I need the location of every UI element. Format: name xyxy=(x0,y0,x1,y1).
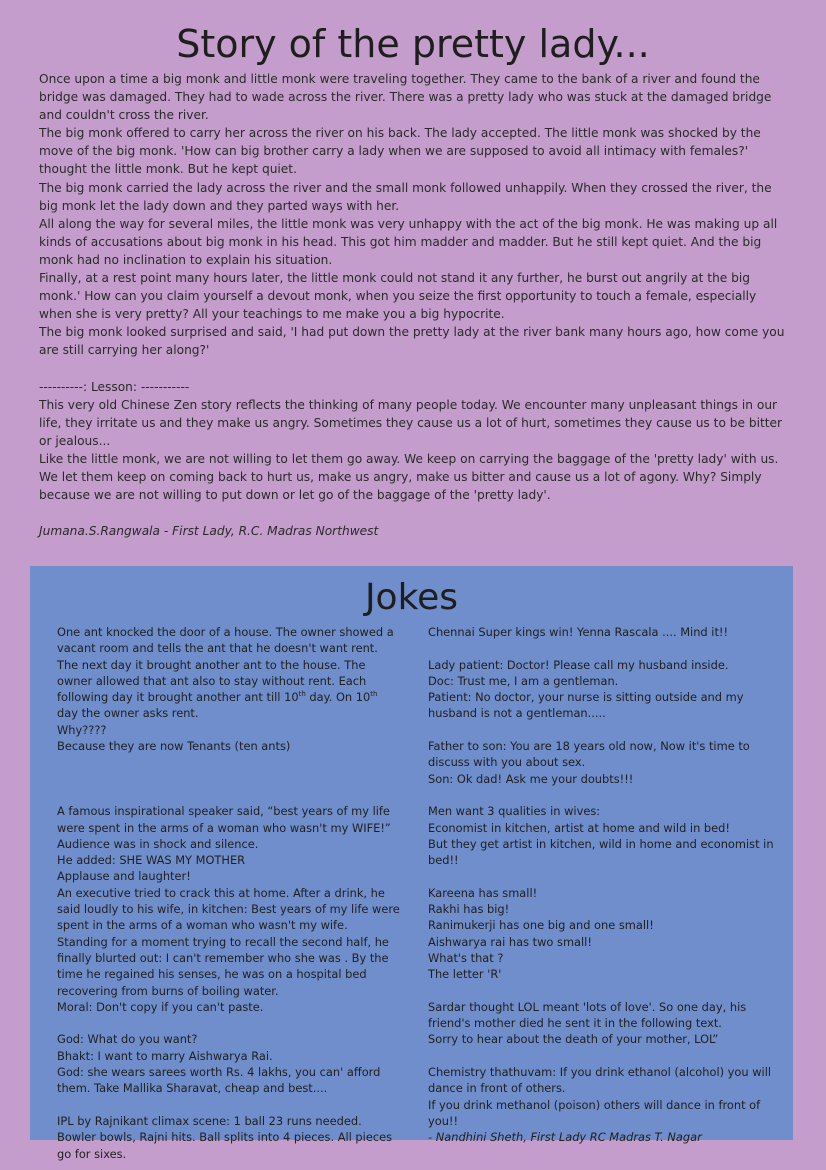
blank-line xyxy=(57,1097,402,1113)
jokes-section xyxy=(30,566,793,1161)
story-paragraph: Once upon a time a big monk and little monk were traveling together. They came to the bank of a river and found the bridge was damaged. They had to wade across the river. There was a pretty lady who was stuck at the damaged bridge and couldn't cross the river. xyxy=(39,72,772,123)
joke-line: Audience was in shock and silence. xyxy=(57,836,259,851)
ant-joke-answer: Because they are now Tenants (ten ants) xyxy=(57,739,291,754)
joke-line: Sorry to hear about the death of your mother, LOL” xyxy=(428,1032,719,1047)
ordinal-suffix: th xyxy=(298,690,306,699)
joke-line: Chennai Super kings win! Yenna Rascala .... Mind it!! xyxy=(428,625,729,639)
story-paragraph: The big monk carried the lady across the river and the small monk followed unhappily. When they crossed the river, the big monk let the lady down and they parted ways with her. xyxy=(39,180,772,213)
joke-line: What's that ? xyxy=(428,950,504,965)
jokes-author: - Nandhini Sheth, First Lady RC Madras T. Nagar xyxy=(428,1130,702,1145)
blank-line xyxy=(428,640,778,656)
ant-joke-text: day. On 10 xyxy=(305,690,371,705)
ordinal-suffix: th xyxy=(370,690,378,699)
joke-line: Aishwarya rai has two small! xyxy=(428,934,592,949)
joke-line: Son: Ok dad! Ask me your doubts!!! xyxy=(428,771,634,786)
left-joke-lines xyxy=(57,803,402,1162)
jokes-right-column xyxy=(428,624,778,1146)
joke-line: But they get artist in kitchen, wild in home and economist in bed!! xyxy=(428,836,774,868)
ant-joke-text: day the owner asks rent. xyxy=(57,706,199,721)
blank-line xyxy=(428,787,778,803)
joke-line: Moral: Don't copy if you can't paste. xyxy=(57,999,264,1014)
joke-line: IPL by Rajnikant climax scene: 1 ball 23 runs needed. Bowler bowls, Rajni hits. Ball splits into 4 pieces. All pieces go for sixes. xyxy=(57,1113,393,1161)
joke-line: Rakhi has big! xyxy=(428,902,510,917)
right-joke-lines xyxy=(428,624,778,1129)
blank-line xyxy=(428,722,778,738)
joke-line: Doc: Trust me, I am a gentleman. xyxy=(428,673,619,688)
ant-joke xyxy=(57,624,402,722)
lesson-paragraph: Like the little monk, we are not willing to let them go away. We keep on carrying the baggage of the 'pretty lady' with us. We let them keep on coming back to hurt us, make us angry, make us bitter and cause us a lot of agony. Why? Simply because we are not willing to put down or let go of the baggage of the 'pretty lady'. xyxy=(39,451,779,503)
joke-line: Economist in kitchen, artist at home and wild in bed! xyxy=(428,820,730,835)
lesson-paragraph: This very old Chinese Zen story reflects the thinking of many people today. We encounter many unpleasant things in our life, they irritate us and they make us angry. Sometimes they cause us a lot of hurt, sometimes they cause us to be bitter or jealous... xyxy=(39,397,783,448)
story-paragraph: All along the way for several miles, the little monk was very unhappy with the act of the big monk. He was making up all kinds of accusations about big monk in his head. This got him madder and madder. But he still kept quiet. And the big monk had no inclination to explain his situation. xyxy=(39,216,778,267)
blank-line xyxy=(428,1048,778,1064)
spacer xyxy=(39,360,791,378)
joke-line: A famous inspirational speaker said, “best years of my life were spent in the arms of a woman who wasn't my WIFE!” xyxy=(57,804,391,835)
jokes-left-column xyxy=(57,624,402,1162)
joke-line: Men want 3 qualities in wives: xyxy=(428,804,601,819)
story-paragraph: The big monk looked surprised and said, 'I had put down the pretty lady at the river bank many hours ago, how come you are still carrying her along?' xyxy=(39,325,785,358)
joke-line: Father to son: You are 18 years old now, Now it's time to discuss with you about sex. xyxy=(428,739,750,770)
joke-line: Sardar thought LOL meant 'lots of love'. So one day, his friend's mother died he sent it in the following text. xyxy=(428,999,747,1031)
spacer xyxy=(57,754,402,803)
ant-joke-text: One ant knocked the door of a house. The owner showed a vacant room and tells the ant that he doesn't want rent. The next day it brought another ant to the house. The owner allowed that ant also to stay without rent. Each following day it brought another ant till 10 xyxy=(57,625,394,705)
blank-line xyxy=(428,868,778,884)
story-body xyxy=(39,70,791,540)
joke-line: Ranimukerji has one big and one small! xyxy=(428,918,654,933)
joke-line: He added: SHE WAS MY MOTHER xyxy=(57,853,246,868)
story-author: Jumana.S.Rangwala - First Lady, R.C. Madras Northwest xyxy=(39,524,379,539)
joke-line: God: What do you want? xyxy=(57,1032,198,1047)
ant-joke-question: Why???? xyxy=(57,722,107,737)
joke-line: Applause and laughter! xyxy=(57,869,191,884)
joke-line: The letter 'R' xyxy=(428,967,502,982)
joke-line: Kareena has small! xyxy=(428,885,538,900)
joke-line: An executive tried to crack this at home. After a drink, he said loudly to his wife, in kitchen: Best years of my life were spent in the arms of a woman who wasn't my wife. xyxy=(57,885,400,933)
joke-line: Lady patient: Doctor! Please call my husband inside. xyxy=(428,657,729,672)
story-paragraph: The big monk offered to carry her across the river on his back. The lady accepted. The little monk was shocked by the move of the big monk. 'How can big brother carry a lady when we are supposed to avoid all intimacy with females?' thought the little monk. But he kept quiet. xyxy=(39,126,761,177)
joke-line: God: she wears sarees worth Rs. 4 lakhs, you can' afford them. Take Mallika Sharavat, cheap and best.... xyxy=(57,1065,381,1096)
joke-line: If you drink methanol (poison) others will dance in front of you!! xyxy=(428,1097,761,1128)
jokes-title: Jokes xyxy=(364,577,459,618)
story-title: Story of the pretty lady... xyxy=(176,22,650,66)
joke-line: Bhakt: I want to marry Aishwarya Rai. xyxy=(57,1048,273,1063)
joke-line: Chemistry thathuvam: If you drink ethanol (alcohol) you will dance in front of others. xyxy=(428,1065,772,1096)
blank-line xyxy=(428,983,778,999)
story-paragraph: Finally, at a rest point many hours later, the little monk could not stand it any further, he burst out angrily at the big monk.' How can you claim yourself a devout monk, when you seize the first opportunity to touch a female, especially when she is very pretty? All your teachings to me make you a big hypocrite. xyxy=(39,271,757,322)
joke-line: Patient: No doctor, your nurse is sitting outside and my husband is not a gentleman..... xyxy=(428,690,744,721)
joke-line: Standing for a moment trying to recall the second half, he finally blurted out: I can't remember who she was . By the time he regained his senses, he was on a hospital bed recovering from burns of boiling water. xyxy=(57,934,389,998)
blank-line xyxy=(57,1015,402,1031)
lesson-heading: ----------: Lesson: ----------- xyxy=(39,379,190,394)
